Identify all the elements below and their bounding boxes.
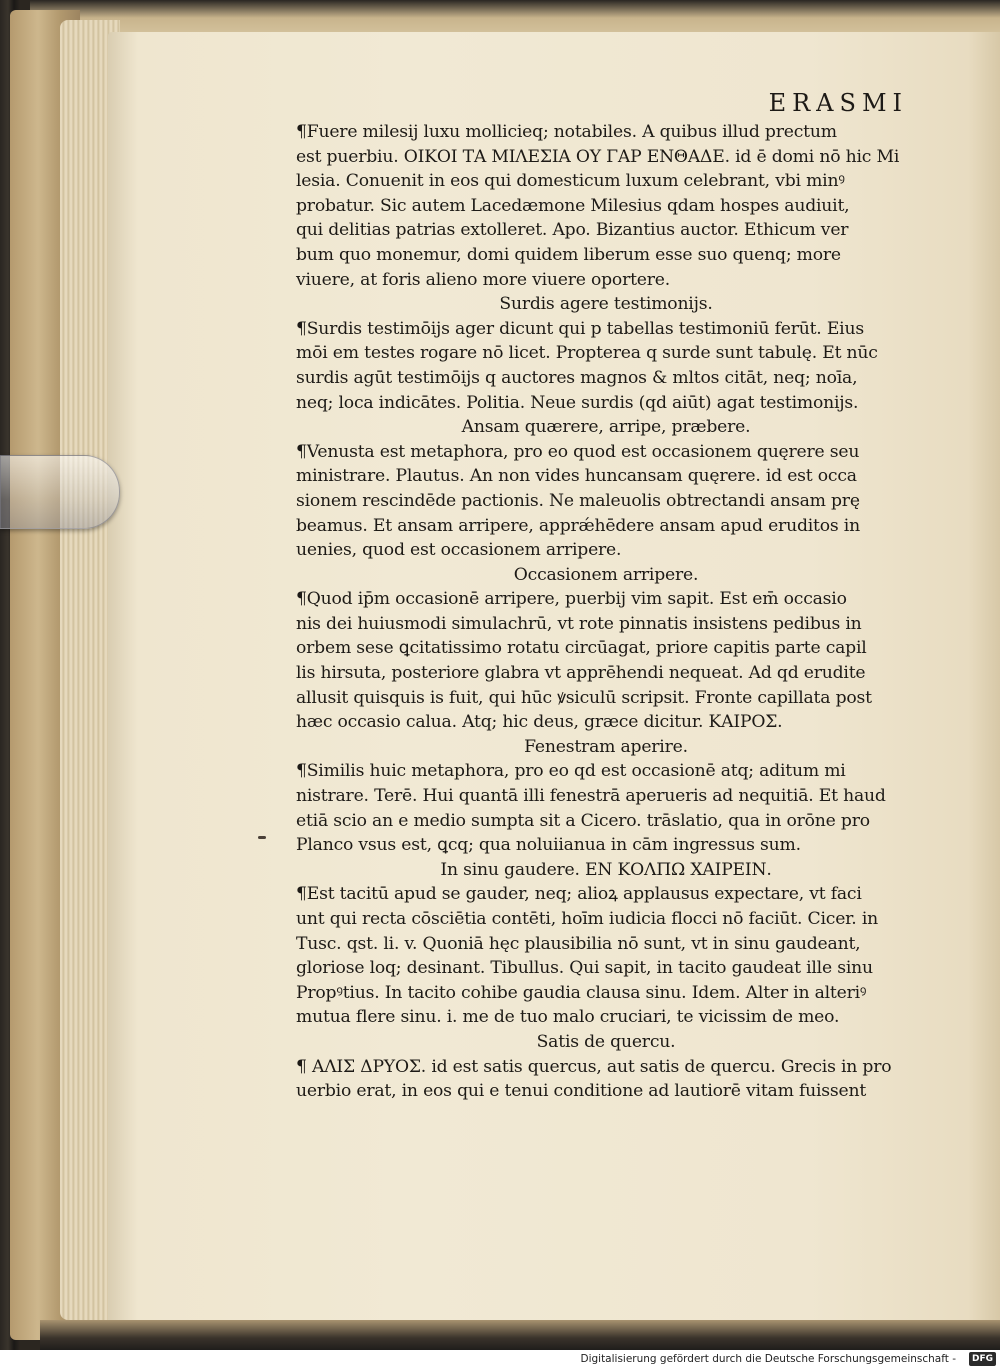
section-heading: Fenestram aperire. (524, 736, 688, 757)
text-line: ¶ ΑΛΙΣ ΔΡΥΟΣ. id est satis quercus, aut satis de quercu. Grecis in pro (296, 1056, 892, 1077)
text-line: nis dei huiusmodi simulachrū, vt rote pinnatis insistens pedibus in (296, 613, 862, 634)
text-line: ¶Fuere milesij luxu mollicieq; notabiles. A quibus illud prectum (296, 122, 837, 142)
text-line: Planco vsus est, ꝗcq; qua noluiianua in cām ingressus sum. (296, 835, 801, 856)
text-line: sionem rescindēde pactionis. Ne maleuolis obtrectandi ansam prę (296, 490, 860, 511)
text-line: bum quo monemur, domi quidem liberum esse suo quenq; more (296, 244, 841, 265)
text-line: Tusc. qst. li. v. Quoniā hęc plausibilia nō sunt, vt in sinu gaudeant, (296, 933, 861, 954)
dfg-logo: DFG (969, 1352, 996, 1366)
text-line: mutua flere sinu. i. me de tuo malo cruciari, te vicissim de meo. (296, 1007, 840, 1028)
book-bottom-edge (40, 1320, 1000, 1350)
section-heading: Satis de quercu. (536, 1031, 676, 1052)
section-heading: Ansam quærere, arripe, præbere. (461, 417, 751, 438)
text-line: qui delitias patrias extolleret. Apo. Bizantius auctor. Ethicum ver (296, 220, 849, 241)
text-line: lesia. Conuenit in eos qui domesticum luxum celebrant, vbi minꝰ (296, 171, 845, 192)
text-line: lis hirsuta, posteriore glabra vt apprēhendi nequeat. Ad qd erudite (296, 663, 866, 684)
text-line: gloriose loq; desinant. Tibullus. Qui sapit, in tacito gaudeat ille sinu (296, 958, 873, 979)
text-line: viuere, at foris alieno more viuere oportere. (296, 269, 671, 290)
text-line: nistrare. Terē. Hui quantā illi fenestrā aperueris ad nequitiā. Et haud (296, 786, 886, 807)
text-line: uerbio erat, in eos qui e tenui conditione ad lautiorē vitam fuissent (296, 1081, 867, 1102)
text-line: etiā scio an e medio sumpta sit a Cicero. trāslatio, qua in orōne pro (296, 810, 870, 831)
text-line: uenies, quod est occasionem arripere. (296, 540, 622, 561)
text-line: beamus. Et ansam arripere, apprǽhēdere ansam apud eruditos in (296, 515, 860, 536)
text-line: ministrare. Plautus. An non vides huncansam quęrere. id est occa (296, 466, 857, 487)
text-line: ¶Similis huic metaphora, pro eo qd est occasionē atq; aditum mi (296, 761, 846, 782)
text-line: ¶Venusta est metaphora, pro eo quod est occasionem quęrere seu (296, 441, 860, 462)
text-line: Propꝰtius. In tacito cohibe gaudia clausa sinu. Idem. Alter in alteriꝰ (296, 982, 867, 1003)
footer-bar (0, 1350, 1000, 1368)
text-line: neq; loca indicātes. Politia. Neue surdis (qd aiūt) agat testimonijs. (296, 392, 859, 413)
digitization-credit: Digitalisierung gefördert durch die Deutsche Forschungsgemeinschaft - (580, 1353, 956, 1365)
text-line: ¶Surdis testimōijs ager dicunt qui p tabellas testimoniū ferūt. Eius (296, 318, 864, 339)
text-line: est puerbiu. ΟΙΚΟΙ ΤΑ ΜΙΛΕΣΙΑ ΟΥ ΓΑΡ ΕΝΘΑΔΕ. id ē domi nō hic Mi (296, 146, 900, 167)
running-head: ERASMI (768, 89, 908, 117)
text-line: orbem sese ꝗcitatissimo rotatu circūagat, priore capitis parte capil (296, 638, 867, 659)
section-heading: Surdis agere testimonijs. (499, 294, 713, 315)
section-heading: In sinu gaudere. ΕΝ ΚΟΛΠΩ ΧΑΙΡΕΙΝ. (440, 859, 772, 880)
text-lines (296, 120, 916, 1104)
text-line: mōi em testes rogare nō licet. Propterea q surde sunt tabulę. Et nūc (296, 343, 878, 364)
text-line: hæc occasio calua. Atq; hic deus, græce dicitur. ΚΑΙΡΟΣ. (296, 712, 783, 733)
section-heading: Occasionem arripere. (513, 564, 699, 585)
text-line: ¶Est tacitū apud se gauder, neq; alioꝝ applausus expectare, vt faci (296, 884, 862, 905)
ink-speck (258, 836, 266, 839)
text-line: unt qui recta cōsciētia contēti, hoīm iudicia flocci nō faciūt. Cicer. in (296, 909, 879, 929)
glass-page-clip (0, 455, 120, 529)
text-line: ¶Quod ip̄m occasionē arripere, puerbij vim sapit. Est em̄ occasio (296, 589, 847, 610)
text-line: surdis agūt testimōijs q auctores magnos & mltos citāt, neq; noīa, (296, 367, 858, 388)
text-line: probatur. Sic autem Lacedæmone Milesius qdam hospes audiuit, (296, 195, 850, 216)
text-line: allusit quisquis is fuit, qui hūc ꝟsiculū scripsit. Fronte capillata post (296, 687, 872, 708)
page-text-block (296, 88, 916, 1104)
